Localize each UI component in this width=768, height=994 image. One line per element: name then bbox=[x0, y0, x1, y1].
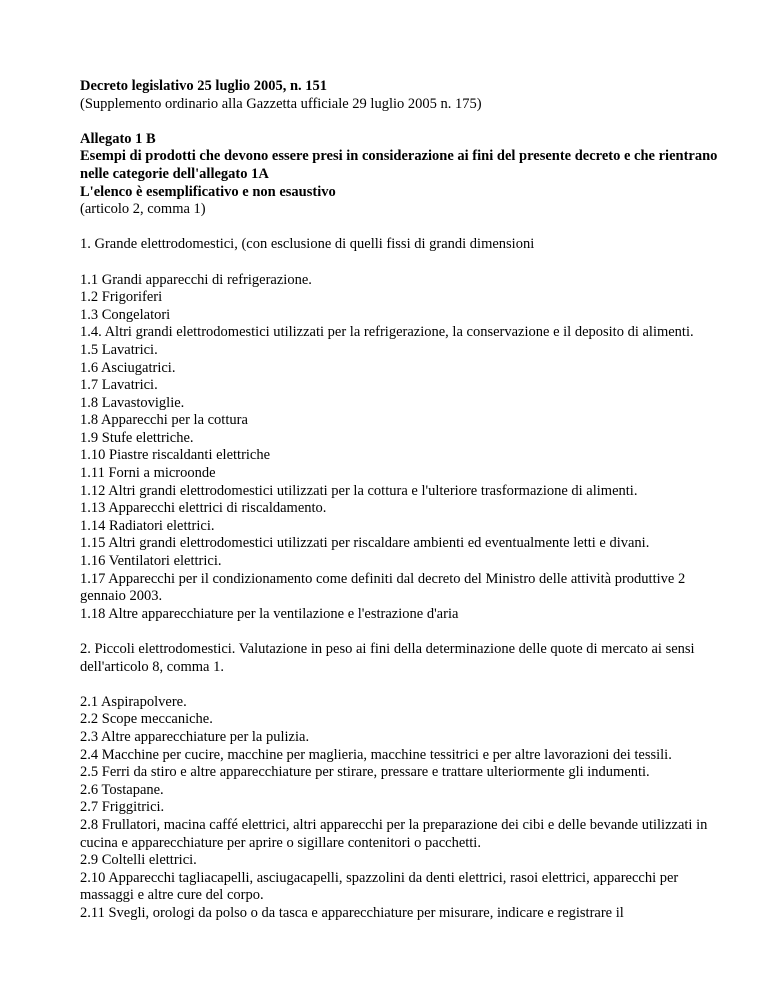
list-item: 2.4 Macchine per cucire, macchine per maglieria, macchine tessitrici e per altre lavorazioni dei tessili. bbox=[80, 746, 672, 763]
annex-note: L'elenco è esemplificativo e non esaustivo bbox=[80, 183, 336, 200]
list-item: 1.15 Altri grandi elettrodomestici utilizzati per riscaldare ambienti ed eventualmente letti e divani. bbox=[80, 535, 650, 552]
list-item: 1.8 Apparecchi per la cottura bbox=[80, 412, 248, 429]
list-item: 2.11 Svegli, orologi da polso o da tasca e apparecchiature per misurare, indicare e registrare il bbox=[80, 904, 624, 921]
list-item: 1.18 Altre apparecchiature per la ventilazione e l'estrazione d'aria bbox=[80, 605, 459, 622]
list-item: 1.1 Grandi apparecchi di refrigerazione. bbox=[80, 271, 312, 288]
list-item: 2.10 Apparecchi tagliacapelli, asciugacapelli, spazzolini da denti elettrici, rasoi elettrici, apparecchi per massaggi e altre cure del corpo. bbox=[80, 869, 679, 904]
list-item: 1.9 Stufe elettriche. bbox=[80, 429, 194, 446]
list-item: 1.8 Lavastoviglie. bbox=[80, 394, 185, 411]
gazette-supplement: (Supplemento ordinario alla Gazzetta ufficiale 29 luglio 2005 n. 175) bbox=[80, 95, 482, 112]
list-item: 1.11 Forni a microonde bbox=[80, 465, 216, 482]
list-item: 2.1 Aspirapolvere. bbox=[80, 693, 187, 710]
annex-reference: (articolo 2, comma 1) bbox=[80, 201, 206, 218]
list-item: 1.7 Lavatrici. bbox=[80, 377, 158, 394]
decree-title: Decreto legislativo 25 luglio 2005, n. 151 bbox=[80, 78, 328, 94]
section-2-list bbox=[80, 694, 720, 923]
list-item: 1.3 Congelatori bbox=[80, 306, 171, 323]
list-item: 1.2 Frigoriferi bbox=[80, 289, 163, 306]
document-page bbox=[80, 78, 720, 923]
list-item: 2.3 Altre apparecchiature per la pulizia. bbox=[80, 728, 310, 745]
annex-title: Allegato 1 B bbox=[80, 130, 156, 147]
list-item: 1.4. Altri grandi elettrodomestici utilizzati per la refrigerazione, la conservazione e il deposito di alimenti. bbox=[80, 324, 694, 341]
list-item: 1.12 Altri grandi elettrodomestici utilizzati per la cottura e l'ulteriore trasformazione di alimenti. bbox=[80, 482, 638, 499]
list-item: 2.7 Friggitrici. bbox=[80, 799, 165, 816]
list-item: 2.5 Ferri da stiro e altre apparecchiature per stirare, pressare e trattare ulteriormente gli indumenti. bbox=[80, 764, 650, 781]
section-2-heading: 2. Piccoli elettrodomestici. Valutazione in peso ai fini della determinazione delle quote di mercato ai sensi dell'articolo 8, comma 1. bbox=[80, 641, 695, 675]
list-item: 1.10 Piastre riscaldanti elettriche bbox=[80, 447, 271, 464]
list-item: 1.17 Apparecchi per il condizionamento come definiti dal decreto del Ministro delle attività produttive 2 gennaio 2003. bbox=[80, 570, 686, 605]
list-item: 2.8 Frullatori, macina caffé elettrici, altri apparecchi per la preparazione dei cibi e delle bevande utilizzati in cucina e apparecchiature per aprire o sigillare contenitori o pacchetti. bbox=[80, 816, 708, 851]
annex-subtitle: Esempi di prodotti che devono essere presi in considerazione ai fini del presente decreto e che rientrano nelle categorie dell'allegato 1A bbox=[80, 148, 718, 182]
list-item: 1.5 Lavatrici. bbox=[80, 341, 158, 358]
section-1-heading: 1. Grande elettrodomestici, (con esclusione di quelli fissi di grandi dimensioni bbox=[80, 236, 535, 253]
list-item: 2.6 Tostapane. bbox=[80, 781, 164, 798]
section-1-list bbox=[80, 272, 720, 624]
list-item: 1.6 Asciugatrici. bbox=[80, 359, 176, 376]
list-item: 1.16 Ventilatori elettrici. bbox=[80, 553, 222, 570]
list-item: 1.14 Radiatori elettrici. bbox=[80, 517, 215, 534]
list-item: 1.13 Apparecchi elettrici di riscaldamento. bbox=[80, 500, 327, 517]
list-item: 2.2 Scope meccaniche. bbox=[80, 711, 213, 728]
list-item: 2.9 Coltelli elettrici. bbox=[80, 852, 197, 869]
